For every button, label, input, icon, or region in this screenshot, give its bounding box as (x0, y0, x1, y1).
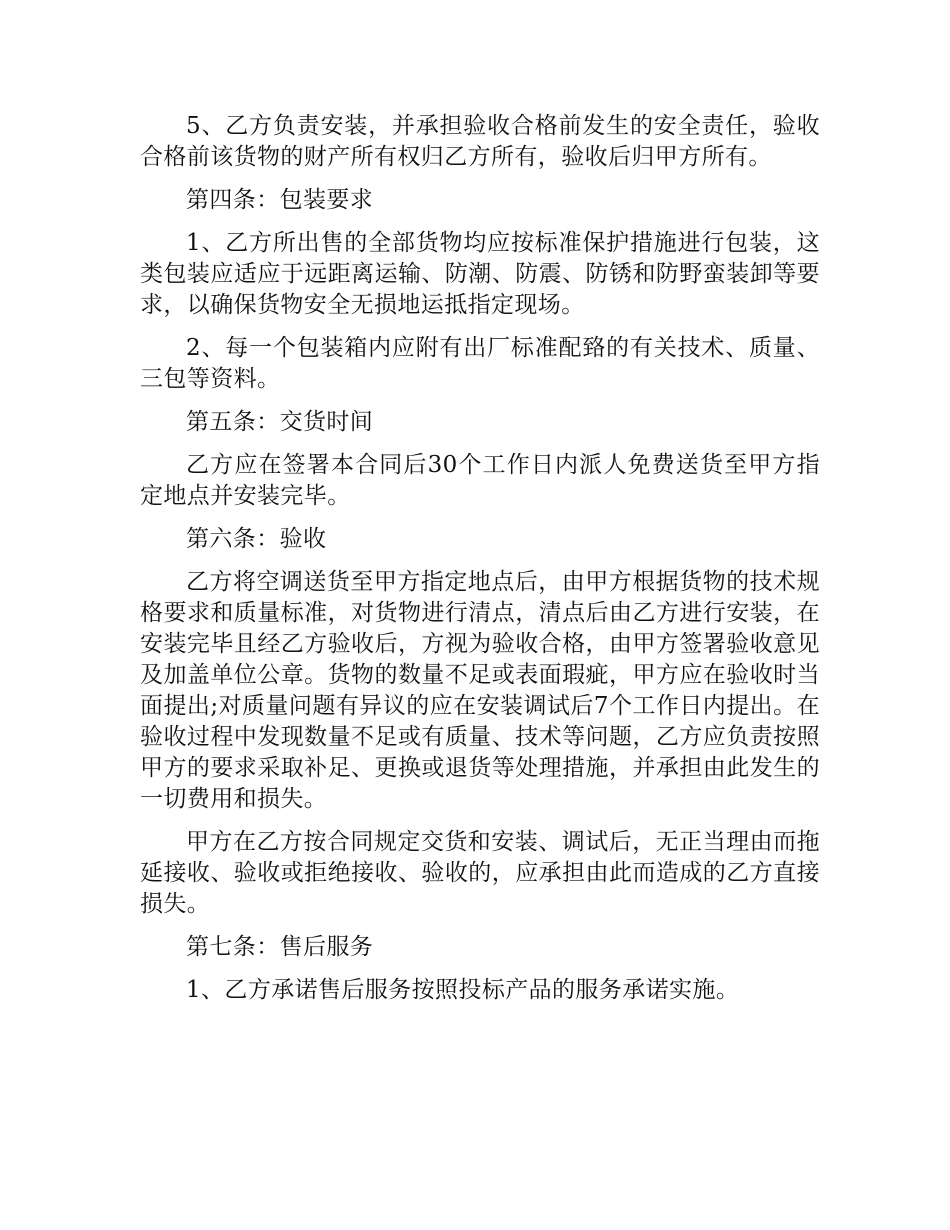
document-page (140, 111, 820, 1018)
article-5-heading: 第五条：交货时间 (186, 409, 374, 435)
article-4-item-2: 2、每一个包装箱内应附有出厂标准配臵的有关技术、质量、三包等资料。 (140, 335, 820, 392)
article-6-body-1: 乙方将空调送货至甲方指定地点后，由甲方根据货物的技术规格要求和质量标准，对货物进行清点，清点后由乙方进行安装，在安装完毕且经乙方验收后，方视为验收合格，由甲方签署验收意见及加盖单位公章。货物的数量不足或表面瑕疵，甲方应在验收时当面提出;对质量问题有异议的应在安装调试后7个工作日内提出。在验收过程中发现数量不足或有质量、技术等问题，乙方应负责按照甲方的要求采取补足、更换或退货等处理措施，并承担由此发生的一切费用和损失。 (140, 569, 820, 812)
article-4-item-1: 1、乙方所出售的全部货物均应按标准保护措施进行包装，这类包装应适应于远距离运输、防潮、防震、防锈和防野蛮装卸等要求，以确保货物安全无损地运抵指定现场。 (140, 230, 820, 318)
article-5-body: 乙方应在签署本合同后30个工作日内派人免费送货至甲方指定地点并安装完毕。 (140, 452, 820, 509)
article-7-heading: 第七条：售后服务 (186, 934, 374, 960)
article-4-heading: 第四条：包装要求 (186, 187, 374, 213)
article-6-heading: 第六条：验收 (186, 526, 327, 552)
clause-3-item-5: 5、乙方负责安装，并承担验收合格前发生的安全责任，验收合格前该货物的财产所有权归乙方所有，验收后归甲方所有。 (140, 113, 820, 170)
article-6-body-2: 甲方在乙方按合同规定交货和安装、调试后，无正当理由而拖延接收、验收或拒绝接收、验收的，应承担由此而造成的乙方直接损失。 (140, 829, 820, 917)
article-7-item-1: 1、乙方承诺售后服务按照投标产品的服务承诺实施。 (186, 977, 740, 1003)
